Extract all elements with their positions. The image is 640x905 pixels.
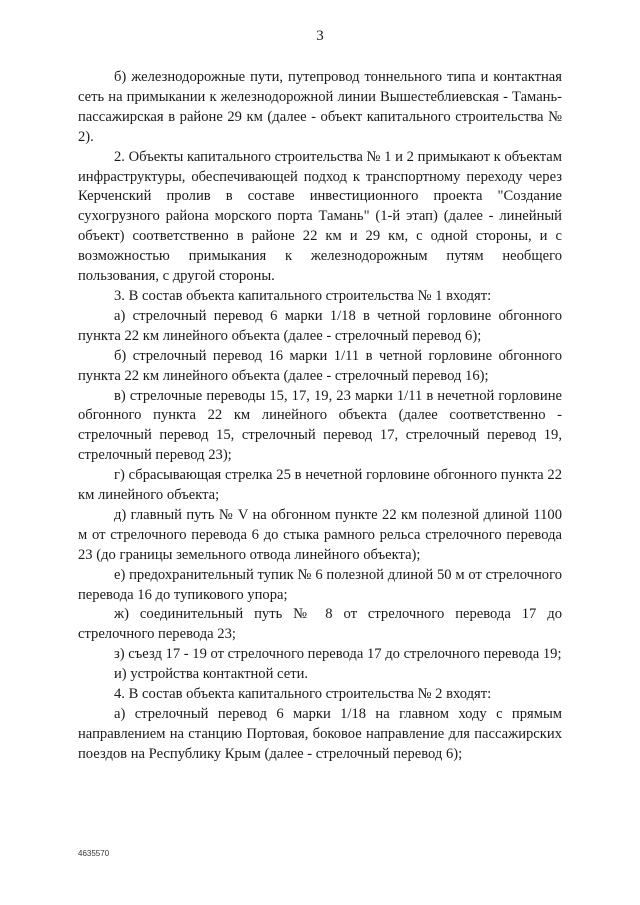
paragraph-3a: а) стрелочный перевод 6 марки 1/18 в четной горловине обгонного пункта 22 км линейного объекта (далее - стрелочный перевод 6); — [78, 307, 562, 344]
paragraph-3zh: ж) соединительный путь № 8 от стрелочного перевода 17 до стрелочного перевода 23; — [78, 606, 562, 643]
paragraph-4: 4. В состав объекта капитального строительства № 2 входят: — [114, 686, 492, 703]
body-text — [78, 68, 562, 765]
paragraph-3z: з) съезд 17 - 19 от стрелочного перевода 17 до стрелочного перевода 19; — [114, 646, 562, 663]
paragraph-2: 2. Объекты капитального строительства № 1 и 2 примыкают к объектам инфраструктуры, обеспечивающей подход к транспортному переходу через Керченский пролив в составе инвестиционного проекта "Создание сухогрузного района морского порта Тамань" (1-й этап) (далее - линейный объект) соответственно в районе 22 км и 29 км, с одной стороны, и с возможностью примыкания к железнодорожным путям необщего пользования, с другой стороны. — [78, 148, 562, 285]
paragraph-4a: а) стрелочный перевод 6 марки 1/18 на главном ходу с прямым направлением на станцию Портовая, боковое направление для пассажирских поездов на Республику Крым (далее - стрелочный перевод 6); — [78, 706, 562, 762]
paragraph-3e: е) предохранительный тупик № 6 полезной длиной 50 м от стрелочного перевода 16 до тупикового упора; — [78, 566, 562, 603]
paragraph-3g: г) сбрасывающая стрелка 25 в нечетной горловине обгонного пункта 22 км линейного объекта; — [78, 467, 562, 504]
paragraph-1b: б) железнодорожные пути, путепровод тоннельного типа и контактная сеть на примыкании к железнодорожной линии Вышестеблиевская - Тамань-пассажирская в районе 29 км (далее - объект капитального строительства № 2). — [78, 69, 562, 145]
document-id: 4635570 — [78, 849, 110, 858]
page-number: 3 — [316, 28, 324, 44]
paragraph-3d: д) главный путь № V на обгонном пункте 22 км полезной длиной 1100 м от стрелочного перевода 6 до стыка рамного рельса стрелочного перевода 23 (до границы земельного отвода линейного объекта); — [78, 506, 562, 563]
paragraph-3v: в) стрелочные переводы 15, 17, 19, 23 марки 1/11 в нечетной горловине обгонного пункта 22 км линейного объекта (далее соответственно - стрелочный перевод 15, стрелочный перевод 17, стрелочный перевод 19, стрелочный перевод 23); — [78, 387, 562, 464]
paragraph-3: 3. В состав объекта капитального строительства № 1 входят: — [114, 287, 492, 304]
paragraph-3i: и) устройства контактной сети. — [114, 666, 309, 683]
paragraph-3b: б) стрелочный перевод 16 марки 1/11 в четной горловине обгонного пункта 22 км линейного объекта (далее - стрелочный перевод 16); — [78, 347, 562, 384]
